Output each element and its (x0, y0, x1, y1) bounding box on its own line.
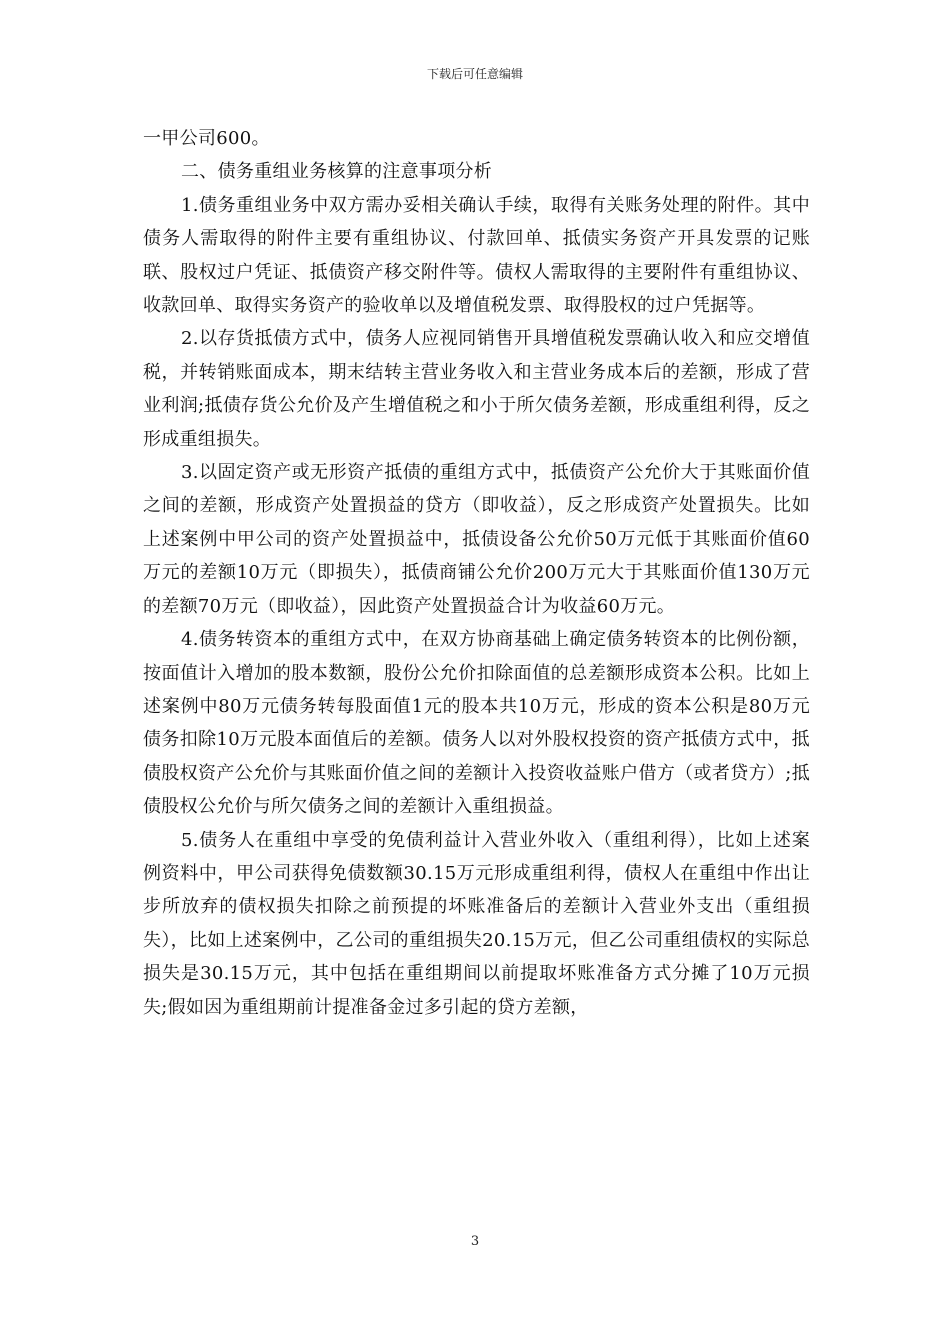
document-body (143, 122, 810, 1024)
paragraph-continuation: 一甲公司600。 (143, 128, 270, 149)
paragraph-item-3: 3.以固定资产或无形资产抵债的重组方式中，抵债资产公允价大于其账面价值之间的差额，形成资产处置损益的贷方（即收益），反之形成资产处置损失。比如上述案例中甲公司的资产处置损益中，抵债设备公允价50万元低于其账面价值60万元的差额10万元（即损失），抵债商铺公允价200万元大于其账面价值130万元的差额70万元（即收益），因此资产处置损益合计为收益60万元。 (143, 462, 810, 617)
page-header: 下载后可任意编辑 (426, 67, 523, 81)
paragraph-item-5: 5.债务人在重组中享受的免债利益计入营业外收入（重组利得），比如上述案例资料中，甲公司获得免债数额30.15万元形成重组利得，债权人在重组中作出让步所放弃的债权损失扣除之前预提的坏账准备后的差额计入营业外支出（重组损失），比如上述案例中，乙公司的重组损失20.15万元，但乙公司重组债权的实际总损失是30.15万元，其中包括在重组期间以前提取坏账准备方式分摊了10万元损失;假如因为重组期前计提准备金过多引起的贷方差额， (143, 829, 810, 1018)
section-heading: 二、债务重组业务核算的注意事项分析 (181, 161, 493, 183)
paragraph-item-1: 1.债务重组业务中双方需办妥相关确认手续，取得有关账务处理的附件。其中债务人需取得的附件主要有重组协议、付款回单、抵债实务资产开具发票的记账联、股权过户凭证、抵债资产移交附件等。债权人需取得的主要附件有重组协议、收款回单、取得实务资产的验收单以及增值税发票、取得股权的过户凭据等。 (143, 194, 810, 317)
page-number: 3 (470, 1234, 480, 1249)
paragraph-item-2: 2.以存货抵债方式中，债务人应视同销售开具增值税发票确认收入和应交增值税，并转销账面成本，期末结转主营业务收入和主营业务成本后的差额，形成了营业利润;抵债存货公允价及产生增值税之和小于所欠债务差额，形成重组利得，反之形成重组损失。 (143, 328, 810, 450)
paragraph-item-4: 4.债务转资本的重组方式中，在双方协商基础上确定债务转资本的比例份额，按面值计入增加的股本数额，股份公允价扣除面值的总差额形成资本公积。比如上述案例中80万元债务转每股面值1元的股本共10万元，形成的资本公积是80万元债务扣除10万元股本面值后的差额。债务人以对外股权投资的资产抵债方式中，抵债股权资产公允价与其账面价值之间的差额计入投资收益账户借方（或者贷方）;抵债股权公允价与所欠债务之间的差额计入重组损益。 (143, 629, 810, 818)
